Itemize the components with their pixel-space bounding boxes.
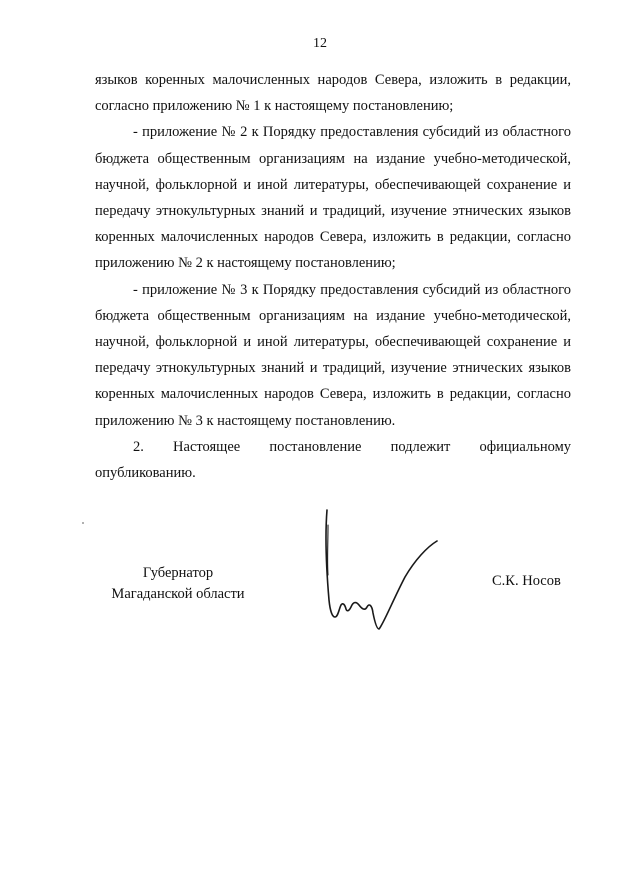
paragraph-item-2 (95, 434, 571, 460)
paragraph-appendix-2: - приложение № 2 к Порядку предоставления субсидий из областного бюджета общественным организациям на издание учебно-методической, научной, фольклорной и иной литературы, обеспечивающей сохранение и передачу этнокультурных знаний и традиций, изучение этнических языков коренных малочисленных народов Севера, изложить в редакции, согласно приложению № 2 к настоящему постановлению; (95, 124, 571, 272)
item-2-line-1: 2. Настоящее постановление подлежит официальному (133, 438, 571, 455)
paragraph-item-2-end: опубликованию. (95, 465, 196, 482)
handwritten-signature (315, 505, 445, 635)
paragraph-continuation: языков коренных малочисленных народов Севера, изложить в редакции, согласно приложению № 1 к настоящему постановлению; (95, 72, 571, 115)
page-number: 12 (313, 36, 327, 51)
signatory-region: Магаданской области (111, 586, 245, 602)
scan-speck (82, 522, 84, 524)
signatory-name: С.К. Носов (492, 573, 561, 589)
signatory-position: Губернатор (142, 565, 214, 581)
paragraph-appendix-3: - приложение № 3 к Порядку предоставления субсидий из областного бюджета общественным организациям на издание учебно-методической, научной, фольклорной и иной литературы, обеспечивающей сохранение и передачу этнокультурных знаний и традиций, изучение этнических языков коренных малочисленных народов Севера, изложить в редакции, согласно приложению № 3 к настоящему постановлению. (95, 281, 571, 429)
signatory-title (98, 563, 258, 605)
document-body (95, 67, 571, 486)
